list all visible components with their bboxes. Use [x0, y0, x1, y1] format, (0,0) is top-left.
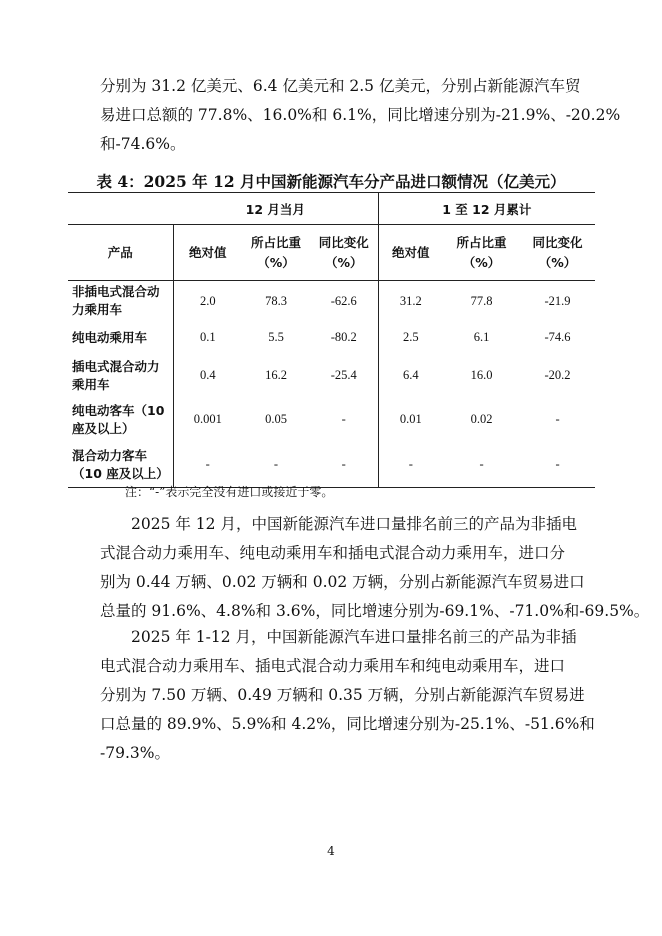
table-cell: - [443, 442, 520, 488]
row-label [68, 397, 173, 442]
table-cell: -74.6 [544, 330, 571, 344]
table-cell: -25.4 [310, 354, 378, 397]
table-cell: 6.4 [402, 368, 419, 382]
table-note: 注：“-”表示完全没有进口或接近于零。 [125, 485, 334, 499]
row-label-line: 乘用车 [72, 376, 110, 392]
table-cell: -20.2 [544, 368, 571, 382]
table-cell: 0.05 [265, 412, 287, 426]
row-label [68, 354, 173, 397]
table-cell: 16.2 [265, 368, 287, 382]
table-row [68, 321, 595, 354]
column-header-yoy-unit: （%） [538, 254, 577, 270]
header-empty-cell [68, 193, 173, 225]
row-label [68, 281, 173, 322]
paragraph-line: 2025 年 12 月，中国新能源汽车进口量排名前三的产品为非插电 [131, 515, 577, 533]
row-label-line: 非插电式混合动 [72, 284, 160, 299]
paragraph-line: 分别为 31.2 亿美元、6.4 亿美元和 2.5 亿美元，分别占新能源汽车贸 [100, 77, 581, 95]
paragraph-line: 别为 0.44 万辆、0.02 万辆和 0.02 万辆，分别占新能源汽车贸易进口 [100, 573, 585, 591]
table-cell: 6.1 [473, 330, 490, 344]
paragraph-1 [100, 72, 621, 159]
column-header-yoy-line: 同比变化 [532, 234, 583, 250]
column-header-absolute: 绝对值 [173, 225, 242, 281]
page-number: 4 [327, 844, 335, 858]
table-cell: -80.2 [310, 321, 378, 354]
table-cell: - [555, 412, 560, 426]
column-header-share-line: 所占比重 [456, 234, 507, 250]
paragraph-line: 和-74.6%。 [100, 135, 186, 153]
table-cell: - [310, 397, 378, 442]
row-label-line: 混合动力客车 [72, 447, 148, 463]
column-header-share-cumulative [443, 225, 520, 281]
table-cell: 0.1 [199, 330, 216, 344]
row-label-line: 力乘用车 [72, 302, 123, 317]
row-label [68, 321, 173, 354]
table-cell: 0.4 [199, 368, 216, 382]
table-cell: -62.6 [310, 281, 378, 322]
table-cell: - [310, 442, 378, 488]
paragraph-line: 总量的 91.6%、4.8%和 3.6%，同比增速分别为-69.1%、-71.0%和-69.5%。 [100, 602, 650, 620]
paragraph-line: 易进口总额的 77.8%、16.0%和 6.1%，同比增速分别为-21.9%、-20.2% [100, 106, 621, 124]
paragraph-line: 式混合动力乘用车、纯电动乘用车和插电式混合动力乘用车，进口分 [100, 544, 566, 562]
row-label-line: 座及以上） [72, 420, 135, 436]
paragraph-2 [100, 510, 650, 626]
table-row [68, 397, 595, 442]
group-header-december: 12 月当月 [173, 193, 378, 225]
row-label-line: 插电式混合动力 [72, 358, 160, 374]
table-cell: - [242, 442, 310, 488]
table-cell: 31.2 [399, 293, 422, 308]
paragraph-line: 口总量的 89.9%、5.9%和 4.2%，同比增速分别为-25.1%、-51.6%和 [100, 715, 595, 733]
table-cell: - [520, 442, 595, 488]
paragraph-line: 2025 年 1-12 月，中国新能源汽车进口量排名前三的产品为非插 [131, 628, 577, 646]
group-header-cumulative: 1 至 12 月累计 [378, 193, 595, 225]
table-cell: 2.0 [199, 293, 216, 308]
column-header-yoy-unit: （%） [325, 254, 363, 270]
paragraph-3 [100, 623, 595, 768]
import-value-table [68, 192, 595, 488]
column-header-share-line: 所占比重 [250, 234, 301, 250]
column-header-share-unit: （%） [257, 254, 295, 270]
paragraph-line: -79.3%。 [100, 744, 170, 762]
table-row [68, 354, 595, 397]
row-label-line: （10 座及以上） [72, 465, 169, 481]
table-row [68, 442, 595, 488]
table-cell: - [173, 442, 242, 488]
table-cell: 5.5 [268, 330, 284, 344]
paragraph-line: 分别为 7.50 万辆、0.49 万辆和 0.35 万辆，分别占新能源汽车贸易进 [100, 686, 585, 704]
table-row [68, 281, 595, 322]
table-cell: 0.001 [193, 412, 222, 426]
column-header-share [242, 225, 310, 281]
row-label-line: 纯电动乘用车 [72, 329, 148, 345]
table-cell: 16.0 [470, 368, 493, 382]
row-label [68, 442, 173, 488]
table-cell: 2.5 [402, 330, 419, 344]
row-label-line: 纯电动客车（10 [72, 402, 165, 418]
table-caption: 表 4：2025 年 12 月中国新能源汽车分产品进口额情况（亿美元） [96, 172, 566, 191]
table-cell: 77.8 [470, 293, 493, 308]
table-cell: 0.02 [470, 412, 493, 426]
table-cell: 0.01 [399, 412, 422, 426]
table-cell: - [378, 442, 443, 488]
column-header-share-unit: （%） [462, 254, 501, 270]
column-header-yoy [310, 225, 378, 281]
column-header-product: 产品 [68, 225, 173, 281]
table-cell: -21.9 [544, 293, 571, 308]
paragraph-line: 电式混合动力乘用车、插电式混合动力乘用车和纯电动乘用车，进口 [100, 657, 566, 675]
column-header-absolute-cumulative: 绝对值 [378, 225, 443, 281]
column-header-yoy-cumulative [520, 225, 595, 281]
column-header-yoy-line: 同比变化 [318, 234, 369, 250]
table-cell: 78.3 [265, 293, 287, 308]
